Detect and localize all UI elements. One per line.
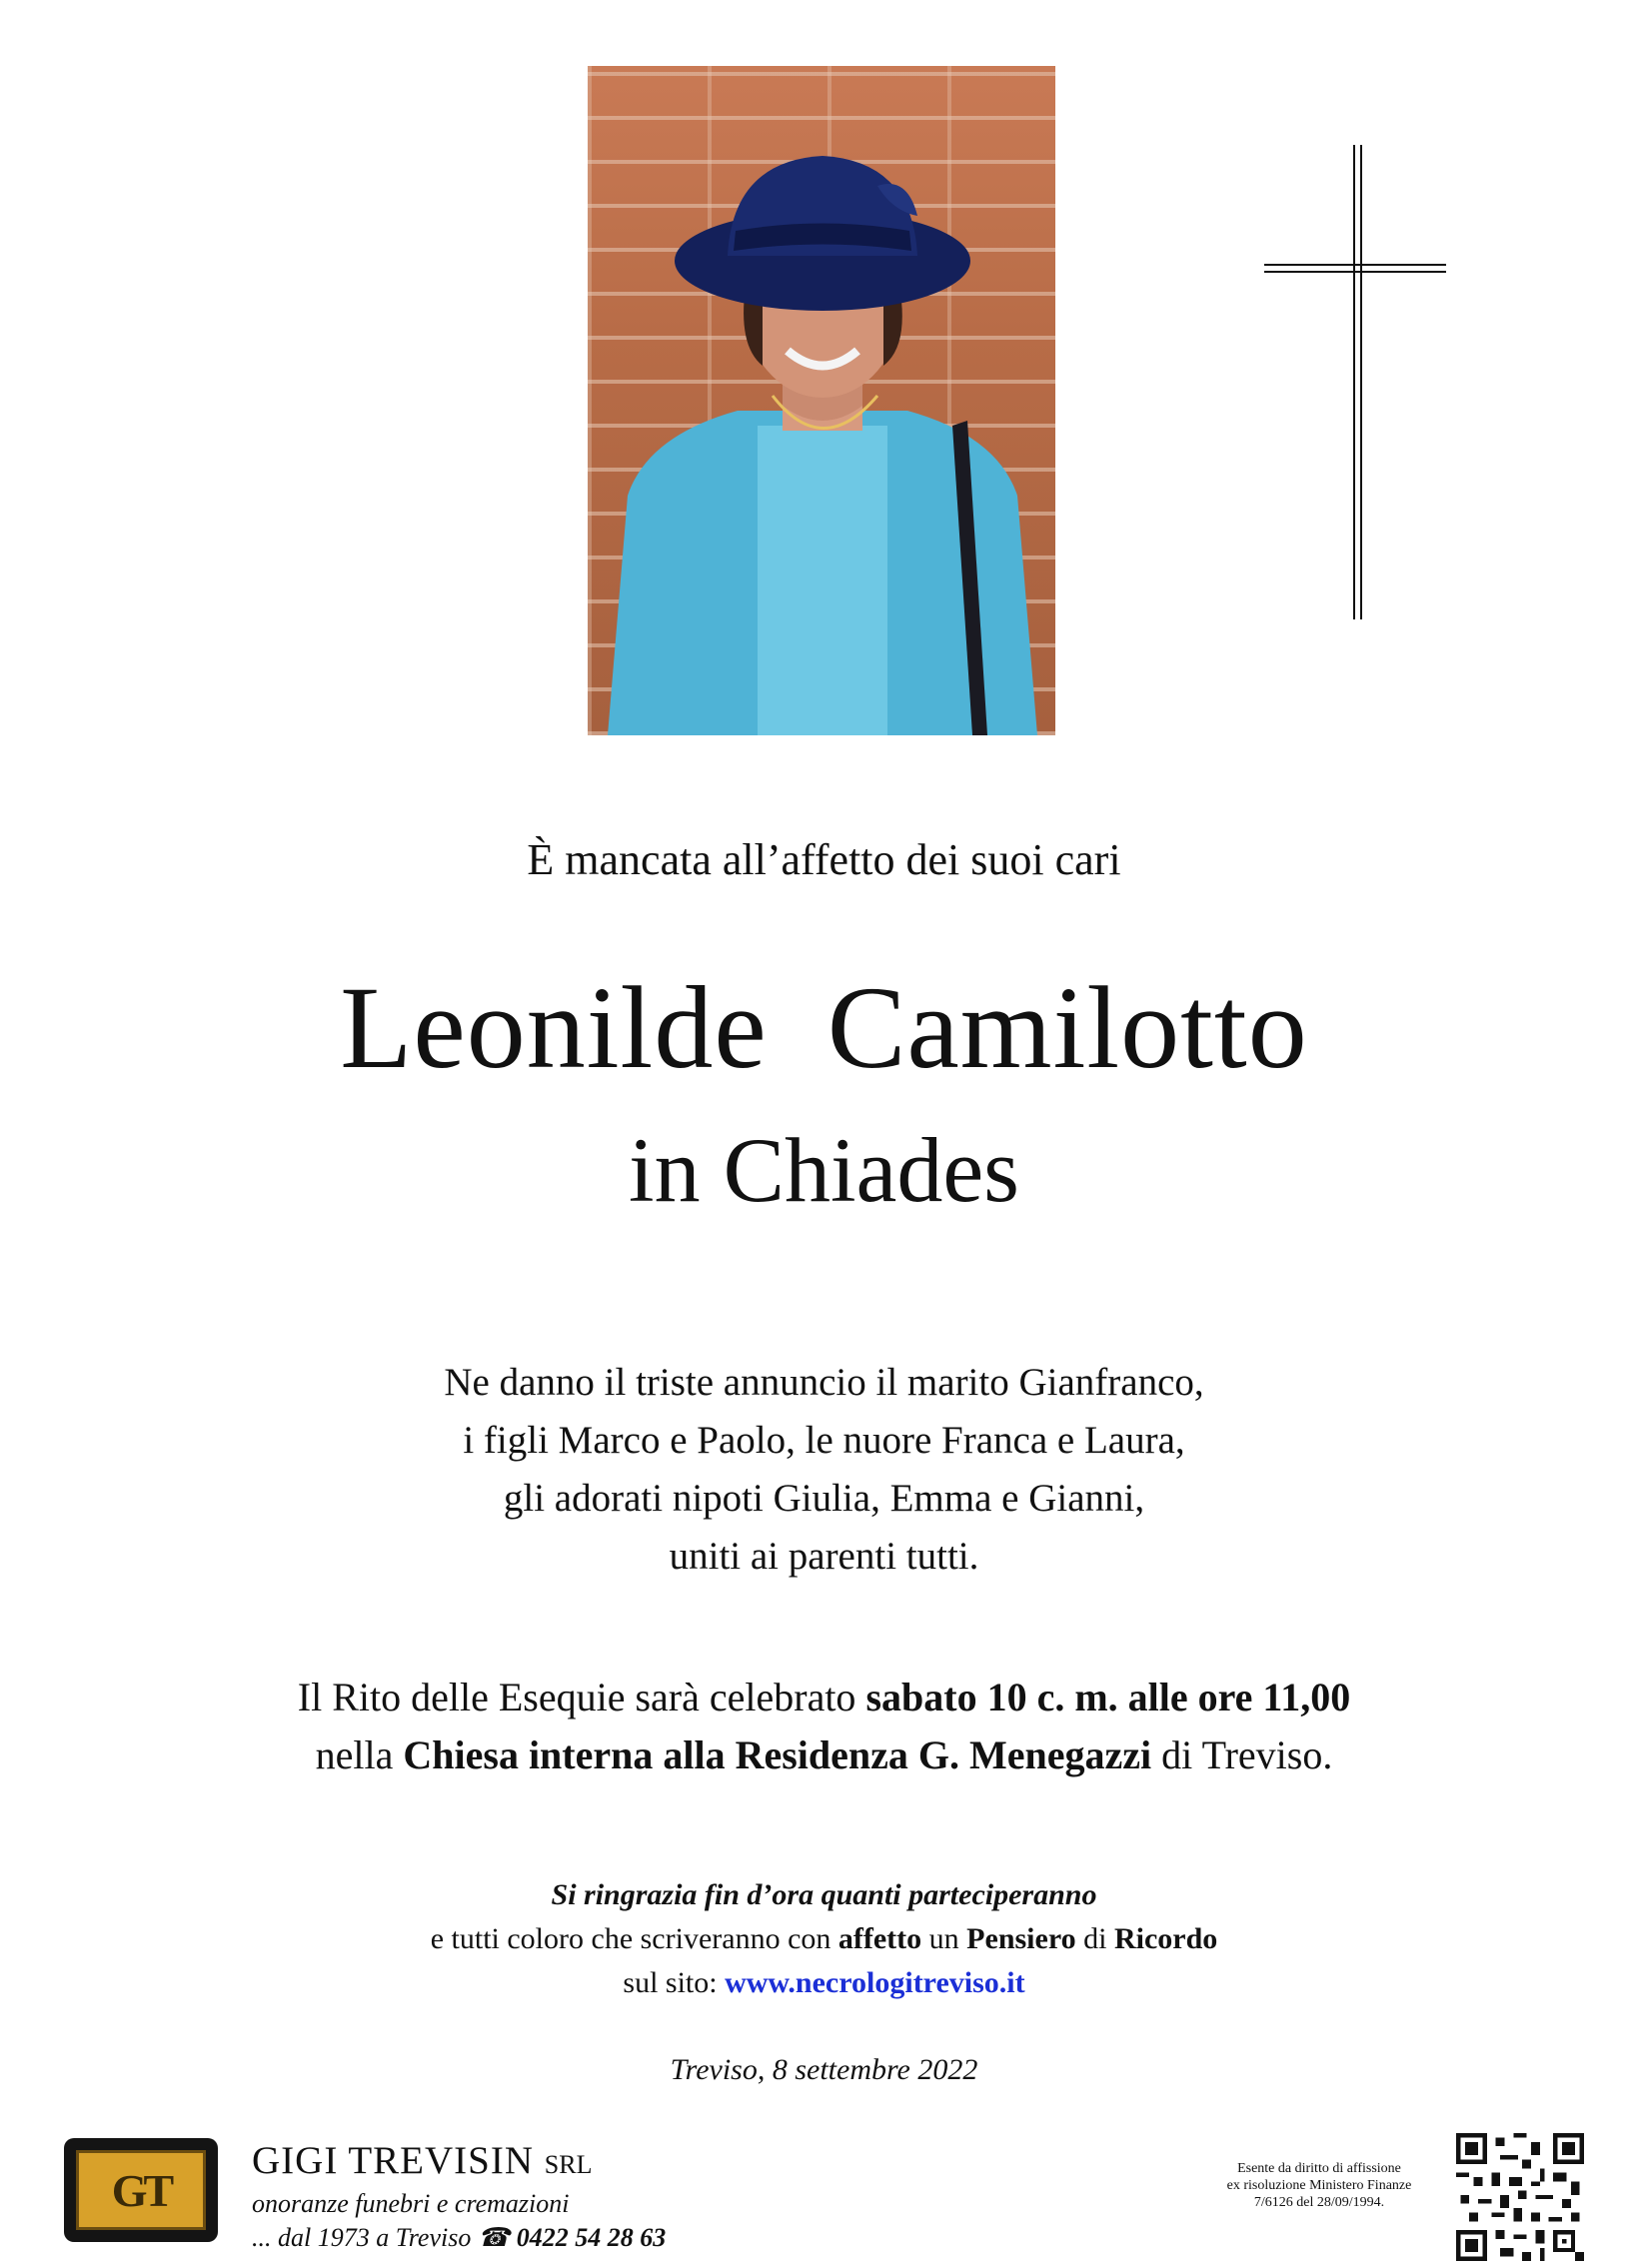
website-link[interactable]: www.necrologitreviso.it (725, 1966, 1025, 1999)
announcement-line: i figli Marco e Paolo, le nuore Franca e Laura, (463, 1419, 1185, 1462)
thanks-line-3: sul sito: www.necrologitreviso.it (623, 1966, 1025, 1999)
portrait-figure (588, 66, 1055, 735)
place-date: Treviso, 8 settembre 2022 (670, 2053, 978, 2086)
company-name: GIGI TREVISIN SRL (252, 2139, 593, 2182)
announcement-line: gli adorati nipoti Giulia, Emma e Gianni, (503, 1477, 1145, 1520)
last-name: Camilotto (826, 962, 1308, 1093)
company-phone[interactable]: 0422 54 28 63 (516, 2223, 667, 2252)
company-tagline: onoranze funebri e cremazioni (252, 2189, 570, 2218)
thanks-line-1: Si ringrazia fin d’ora quanti parteciperanno (551, 1878, 1097, 1911)
thanks (0, 1873, 1648, 2005)
thanks-line-2: e tutti coloro che scriveranno con affetto un Pensiero di Ricordo (430, 1922, 1218, 1955)
telephone-icon: ☎ (477, 2223, 511, 2252)
company-logo (64, 2138, 218, 2242)
exemption-note: Esente da diritto di affissione ex risoluzione Ministero Finanze 7/6126 del 28/09/1994. (1226, 2161, 1412, 2210)
intro-text: È mancata all’affetto dei suoi cari (527, 835, 1121, 884)
rite-line-2: nella Chiesa interna alla Residenza G. Menegazzi di Treviso. (315, 1732, 1333, 1777)
deceased-name (0, 962, 1648, 1093)
married-name: in Chiades (629, 1119, 1019, 1221)
cross-icon (1264, 145, 1446, 619)
portrait-photo (588, 66, 1055, 735)
first-name: Leonilde (340, 962, 768, 1093)
logo-mark: GT (76, 2150, 206, 2230)
rite-line-1: Il Rito delle Esequie sarà celebrato sabato 10 c. m. alle ore 11,00 (297, 1675, 1351, 1719)
announcement-line: Ne danno il triste annuncio il marito Gianfranco, (444, 1361, 1204, 1404)
qr-code-icon[interactable] (1456, 2133, 1584, 2261)
announcement (0, 1354, 1648, 1586)
rite-location: Chiesa interna alla Residenza G. Menegazzi (403, 1732, 1152, 1777)
company-since: ... dal 1973 a Treviso ☎ 0422 54 28 63 (252, 2223, 667, 2252)
rite-date-time: sabato 10 c. m. alle ore 11,00 (865, 1675, 1351, 1719)
announcement-line: uniti ai parenti tutti. (669, 1535, 979, 1578)
company-info (252, 2138, 666, 2253)
funeral-rite (0, 1669, 1648, 1784)
